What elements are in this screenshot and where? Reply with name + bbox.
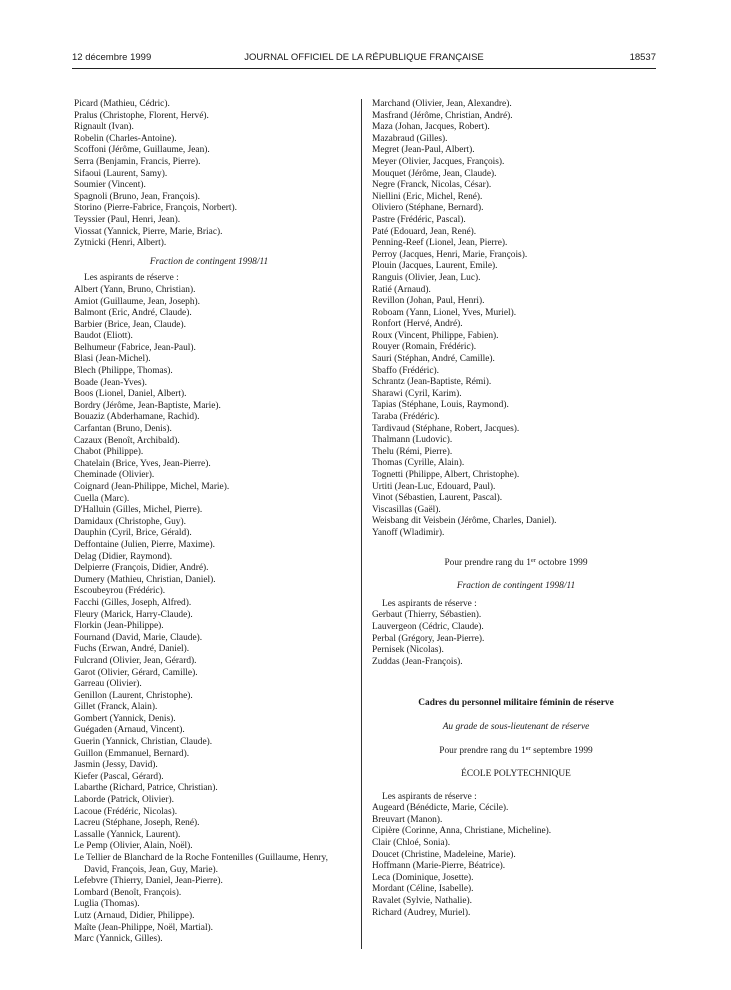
name-entry: Mouquet (Jérôme, Jean, Claude). — [372, 168, 497, 179]
name-entry: Ranguis (Olivier, Jean, Luc). — [372, 272, 481, 283]
name-entry: Rouyer (Romain, Frédéric). — [372, 342, 477, 353]
name-entry: Cheminade (Olivier). — [74, 470, 155, 481]
name-entry: Perbal (Grégory, Jean-Pierre). — [372, 633, 485, 644]
name-entry: Garot (Olivier, Gérard, Camille). — [74, 667, 198, 678]
name-entry: Tapias (Stéphane, Louis, Raymond). — [372, 400, 509, 411]
name-entry: Chatelain (Brice, Yves, Jean-Pierre). — [74, 458, 211, 469]
name-entry: Zytnicki (Henri, Albert). — [74, 238, 167, 249]
grade-heading: Au grade de sous-lieutenant de réserve — [442, 721, 590, 732]
right-names-top — [372, 99, 660, 540]
name-entry: Fleury (Marick, Harry-Claude). — [74, 609, 193, 620]
name-entry: Pernisek (Nicolas). — [372, 645, 444, 656]
name-entry: Thelu (Rémi, Pierre). — [372, 446, 453, 457]
name-entry: Schrantz (Jean-Baptiste, Rémi). — [372, 377, 492, 388]
section-title-1998-11: Fraction de contingent 1998/11 — [149, 256, 269, 267]
name-entry: Sifaoui (Laurent, Samy). — [74, 168, 168, 179]
name-entry: Mordant (Céline, Isabelle). — [372, 884, 474, 895]
name-entry: Belhumeur (Fabrice, Jean-Paul). — [74, 342, 196, 353]
name-entry: Masfrand (Jérôme, Christian, André). — [372, 110, 513, 121]
rank-text: Pour prendre rang du 1 — [444, 557, 531, 568]
name-entry: Jasmin (Jessy, David). — [74, 760, 158, 771]
name-entry: Garreau (Olivier). — [74, 679, 142, 690]
name-entry: Laborde (Patrick, Olivier). — [74, 795, 174, 806]
header-page-number: 18537 — [629, 52, 656, 63]
name-entry: Lefebvre (Thierry, Daniel, Jean-Pierre). — [74, 876, 223, 887]
school-heading: ÉCOLE POLYTECHNIQUE — [461, 769, 571, 780]
name-entry: Pralus (Christophe, Florent, Hervé). — [74, 110, 209, 121]
name-entry: Deffontaine (Julien, Pierre, Maxime). — [74, 539, 215, 550]
section-intro-right: Les aspirants de réserve : — [382, 598, 477, 609]
right-names-bottom — [372, 803, 660, 919]
name-entry: Damidaux (Christophe, Guy). — [74, 516, 186, 527]
name-entry: Blech (Philippe, Thomas). — [74, 366, 173, 377]
name-entry: Ronfort (Hervé, André). — [372, 319, 463, 330]
name-entry: Breuvart (Manon). — [372, 814, 443, 825]
rank-sup: er — [525, 744, 531, 752]
name-entry: Ratié (Arnaud). — [372, 284, 431, 295]
name-entry: Oliviero (Stéphane, Bernard). — [372, 203, 484, 214]
cadres-title: Cadres du personnel militaire féminin de réserve — [418, 698, 614, 709]
name-entry: Lutz (Arnaud, Didier, Philippe). — [74, 910, 195, 921]
name-entry: Lacreu (Stéphane, Joseph, René). — [74, 818, 200, 829]
page-header — [72, 52, 656, 66]
name-entry: Fuchs (Erwan, André, Daniel). — [74, 644, 190, 655]
name-entry: Sauri (Stéphan, André, Camille). — [372, 354, 495, 365]
name-entry: Roux (Vincent, Philippe, Fabien). — [372, 330, 499, 341]
name-entry: Megret (Jean-Paul, Albert). — [372, 145, 475, 156]
name-entry: Revillon (Johan, Paul, Henri). — [372, 296, 485, 307]
name-entry: Dumery (Mathieu, Christian, Daniel). — [74, 574, 216, 585]
name-entry: Plouin (Jacques, Laurent, Emile). — [372, 261, 498, 272]
name-entry: Escoubeyrou (Frédéric). — [74, 586, 166, 597]
name-entry: Genillon (Laurent, Christophe). — [74, 690, 193, 701]
name-entry: Gombert (Yannick, Denis). — [74, 713, 176, 724]
name-entry: Clair (Chloé, Sonia). — [372, 838, 451, 849]
name-entry: Storino (Pierre-Fabrice, François, Norbert). — [74, 203, 237, 214]
name-entry: Le Tellier de Blanchard de la Roche Fontenilles (Guillaume, Henry, David, François, Jean, Guy, Marie). — [74, 853, 328, 875]
name-entry: Gerbaut (Thierry, Sébastien). — [372, 610, 482, 621]
name-entry: Hoffmann (Marie-Pierre, Béatrice). — [372, 861, 506, 872]
name-entry: Soumier (Vincent). — [74, 180, 146, 191]
name-entry: Picard (Mathieu, Cédric). — [74, 99, 170, 109]
name-entry: Tognetti (Philippe, Albert, Christophe). — [372, 470, 520, 480]
name-entry: Lacoue (Frédéric, Nicolas). — [74, 806, 178, 817]
header-date: 12 décembre 1999 — [72, 52, 152, 63]
name-entry: Balmont (Eric, André, Claude). — [74, 308, 192, 319]
name-entry: Blasi (Jean-Michel). — [74, 354, 151, 365]
name-entry: Marc (Yannick, Gilles). — [74, 934, 163, 945]
rank-date: septembre 1999 — [530, 745, 593, 756]
name-entry: Cipière (Corinne, Anna, Christiane, Micheline). — [372, 826, 552, 837]
name-entry: Sharawi (Cyril, Karim). — [372, 388, 462, 399]
name-entry: Zuddas (Jean-François). — [372, 656, 463, 667]
name-entry: Boade (Jean-Yves). — [74, 377, 147, 388]
left-names-top — [74, 99, 344, 250]
name-entry: Penning-Reef (Lionel, Jean, Pierre). — [372, 238, 508, 249]
column-divider — [361, 99, 362, 949]
name-entry: Tardivaud (Stéphane, Robert, Jacques). — [372, 423, 520, 434]
name-entry: Fulcrand (Olivier, Jean, Gérard). — [74, 655, 197, 666]
name-entry: Roboam (Yann, Lionel, Yves, Muriel). — [372, 307, 517, 318]
name-entry: Meyer (Olivier, Jacques, François). — [372, 156, 505, 167]
name-entry: Maîte (Jean-Philippe, Noël, Martial). — [74, 922, 214, 933]
name-entry: Coignard (Jean-Philippe, Michel, Marie). — [74, 482, 230, 492]
name-entry: Barbier (Brice, Jean, Claude). — [74, 319, 186, 330]
name-entry: Cuella (Marc). — [74, 493, 130, 504]
rank-sup: er — [530, 556, 536, 564]
name-entry: Weisbang dit Veisbein (Jérôme, Charles, Daniel). — [372, 516, 557, 527]
name-entry: Viscasillas (Gaël). — [372, 504, 441, 515]
name-entry: Rignault (Ivan). — [74, 122, 134, 133]
name-entry: Yanoff (Wladimir). — [372, 527, 445, 538]
name-entry: Fournand (David, Marie, Claude). — [74, 632, 203, 643]
name-entry: Scoffoni (Jérôme, Guillaume, Jean). — [74, 145, 210, 156]
name-entry: Kiefer (Pascal, Gérard). — [74, 771, 164, 782]
rank-date: octobre 1999 — [535, 557, 588, 568]
name-entry: Le Pemp (Olivier, Alain, Noël). — [74, 841, 193, 852]
name-entry: Teyssier (Paul, Henri, Jean). — [74, 214, 181, 225]
name-entry: Niellini (Eric, Michel, René). — [372, 191, 483, 202]
name-entry: Spagnoli (Bruno, Jean, François). — [74, 191, 201, 202]
rank-heading-september — [372, 746, 660, 758]
name-entry: Bouaziz (Abderhamane, Rachid). — [74, 412, 200, 423]
name-entry: Mazabraud (Gilles). — [372, 133, 448, 144]
name-entry: Guégaden (Arnaud, Vincent). — [74, 725, 185, 736]
name-entry: Doucet (Christine, Madeleine, Marie). — [372, 849, 516, 860]
rank-text: Pour prendre rang du 1 — [439, 745, 526, 756]
name-entry: Florkin (Jean-Philippe). — [74, 621, 164, 632]
name-entry: Thomas (Cyrille, Alain). — [372, 458, 465, 469]
name-entry: Dauphin (Cyril, Brice, Gérald). — [74, 528, 192, 539]
name-entry: Richard (Audrey, Muriel). — [372, 907, 471, 918]
section-intro-right-2: Les aspirants de réserve : — [382, 791, 477, 802]
name-entry: Perroy (Jacques, Henri, Marie, François). — [372, 249, 528, 260]
name-entry: Lauvergeon (Cédric, Claude). — [372, 621, 484, 632]
left-names — [74, 285, 344, 946]
name-entry: Delpierre (François, Didier, André). — [74, 563, 209, 574]
name-entry: Robelin (Charles-Antoine). — [74, 133, 177, 144]
name-entry: Luglia (Thomas). — [74, 899, 140, 910]
name-entry: Sbaffo (Frédéric). — [372, 365, 439, 376]
name-entry: Marchand (Olivier, Jean, Alexandre). — [372, 99, 512, 109]
name-entry: Gillet (Franck, Alain). — [74, 702, 158, 713]
name-entry: Facchi (Gilles, Joseph, Alfred). — [74, 597, 192, 608]
section-title-1998-11-right: Fraction de contingent 1998/11 — [456, 581, 576, 592]
name-entry: Vinot (Sébastien, Laurent, Pascal). — [372, 493, 503, 504]
name-entry: Augeard (Bénédicte, Marie, Cécile). — [372, 803, 509, 814]
name-entry: Paté (Edouard, Jean, René). — [372, 226, 477, 237]
rank-heading-october — [372, 558, 660, 570]
name-entry: Pastre (Frédéric, Pascal). — [372, 214, 466, 225]
name-entry: Guerin (Yannick, Christian, Claude). — [74, 737, 213, 748]
name-entry: Chabot (Philippe). — [74, 447, 144, 458]
header-title: JOURNAL OFFICIEL DE LA RÉPUBLIQUE FRANÇAISE — [244, 52, 484, 63]
right-column — [372, 99, 660, 919]
name-entry: Amiot (Guillaume, Jean, Joseph). — [74, 296, 201, 307]
left-column — [74, 99, 344, 946]
right-names-mid — [372, 610, 660, 668]
name-entry: Ravalet (Sylvie, Nathalie). — [372, 896, 472, 907]
name-entry: Guillon (Emmanuel, Bernard). — [74, 748, 190, 759]
name-entry: D'Halluin (Gilles, Michel, Pierre). — [74, 505, 203, 516]
name-entry: Viossat (Yannick, Pierre, Marie, Briac). — [74, 226, 223, 237]
name-entry: Boos (Lionel, Daniel, Albert). — [74, 389, 187, 400]
name-entry: Baudot (Eliott). — [74, 331, 133, 342]
name-entry: Lombard (Benoît, François). — [74, 887, 182, 898]
name-entry: Bordry (Jérôme, Jean-Baptiste, Marie). — [74, 400, 221, 411]
name-entry: Carfantan (Bruno, Denis). — [74, 424, 172, 435]
name-entry: Leca (Dominique, Josette). — [372, 872, 474, 883]
name-entry: Albert (Yann, Bruno, Christian). — [74, 284, 196, 295]
name-entry: Urtiti (Jean-Luc, Edouard, Paul). — [372, 481, 496, 492]
section-intro: Les aspirants de réserve : — [84, 273, 179, 284]
name-entry: Maza (Johan, Jacques, Robert). — [372, 122, 490, 133]
name-entry: Thalmann (Ludovic). — [372, 435, 453, 446]
name-entry: Delag (Didier, Raymond). — [74, 551, 173, 562]
name-entry: Taraba (Frédéric). — [372, 412, 440, 423]
name-entry: Labarthe (Richard, Patrice, Christian). — [74, 783, 218, 794]
header-rule — [72, 68, 656, 69]
name-entry: Serra (Benjamin, Francis, Pierre). — [74, 156, 201, 167]
name-entry: Negre (Franck, Nicolas, César). — [372, 180, 492, 191]
name-entry: Cazaux (Benoît, Archibald). — [74, 435, 180, 446]
name-entry: Lassalle (Yannick, Laurent). — [74, 829, 181, 840]
